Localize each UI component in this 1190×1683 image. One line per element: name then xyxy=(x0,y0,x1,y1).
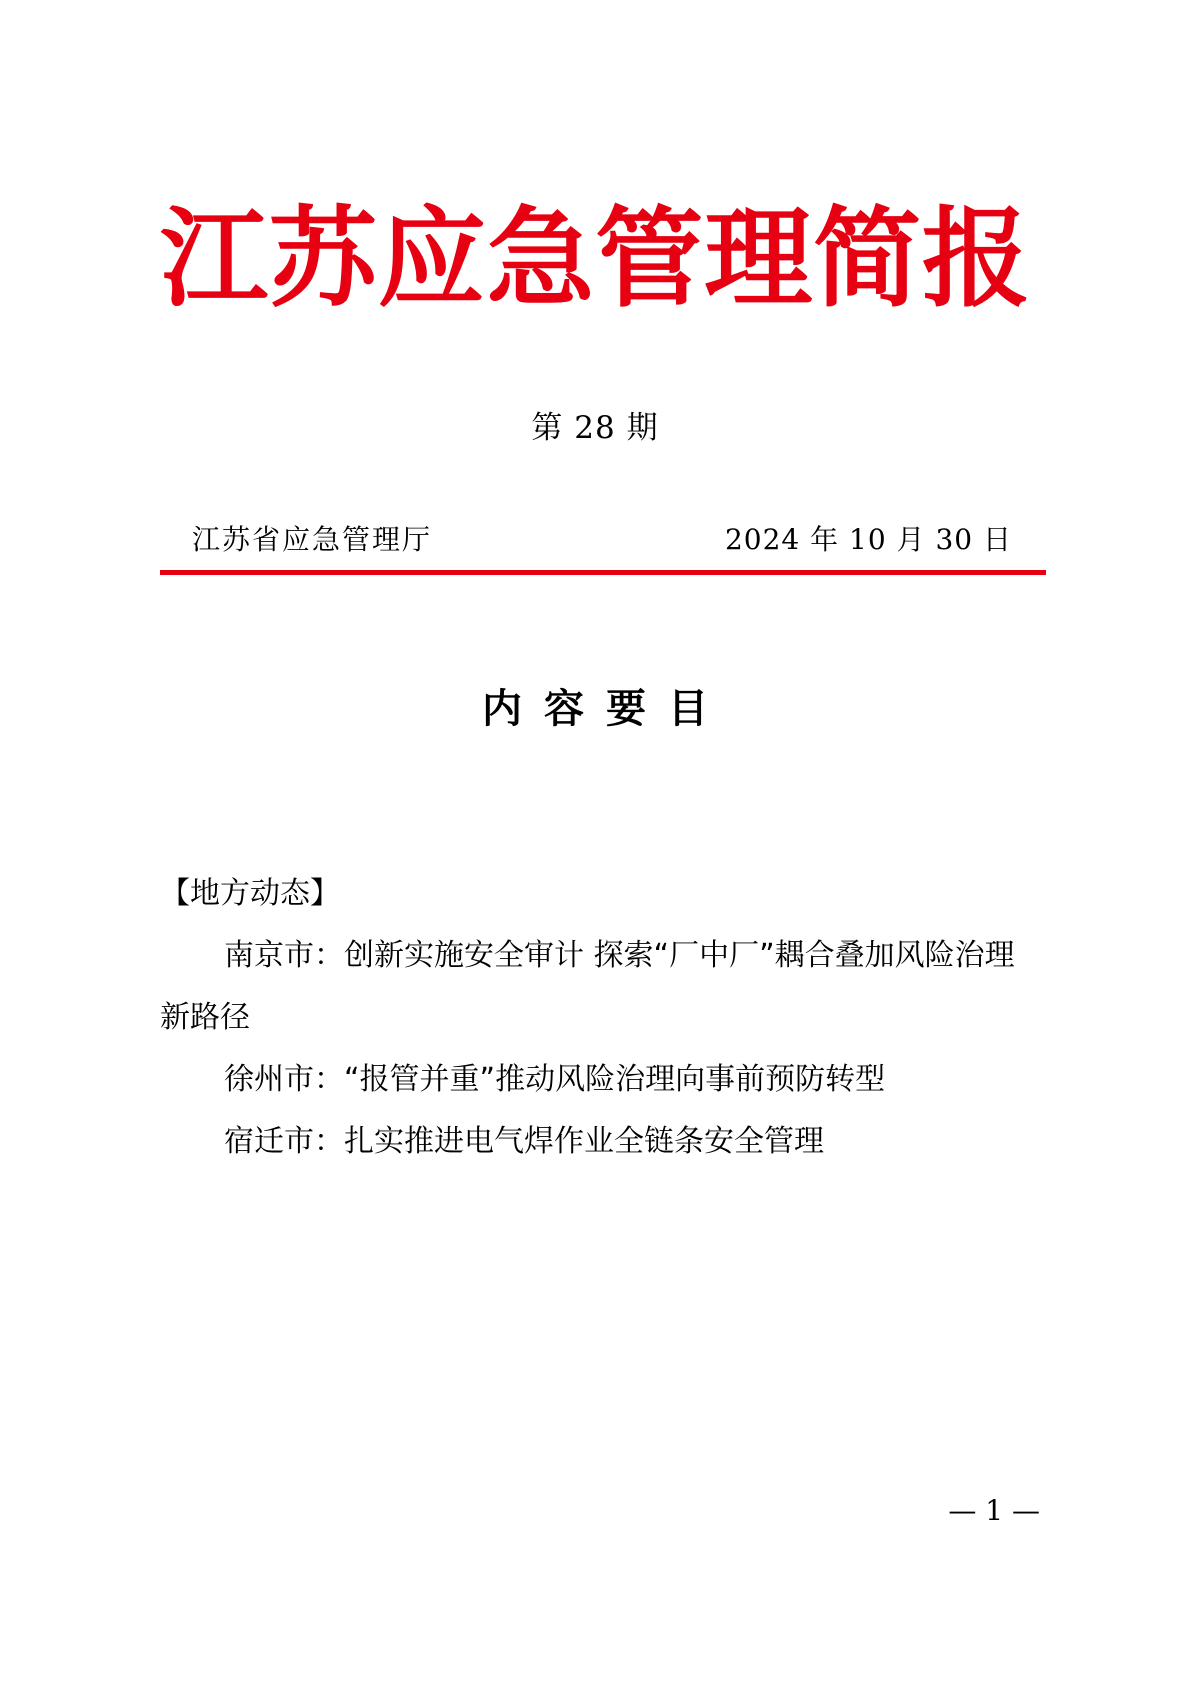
section-heading: 【地方动态】 xyxy=(160,876,340,911)
toc-list xyxy=(160,925,1040,1173)
issue-number: 第 28 期 xyxy=(531,410,659,446)
page-number: — 1 — xyxy=(948,1494,1040,1527)
masthead-char: 报 xyxy=(921,196,1030,322)
toc-item: 徐州市：“报管并重”推动风险治理向事前预防转型 xyxy=(224,1062,886,1097)
toc-item: 宿迁市：扎实推进电气焊作业全链条安全管理 xyxy=(224,1124,824,1159)
masthead-char: 理 xyxy=(704,196,813,322)
publish-date: 2024 年 10 月 30 日 xyxy=(724,523,1012,556)
toc-title: 内容要目 xyxy=(482,686,730,732)
masthead-char: 江 xyxy=(160,196,269,322)
masthead-char: 应 xyxy=(377,196,486,322)
masthead-char: 急 xyxy=(486,196,595,322)
red-divider xyxy=(160,570,1046,575)
toc-item: 南京市：创新实施安全审计 探索“厂中厂”耦合叠加风险治理新路径 xyxy=(160,938,1015,1035)
masthead-char: 苏 xyxy=(268,196,377,322)
masthead-char: 管 xyxy=(595,196,704,322)
masthead-char: 简 xyxy=(813,196,922,322)
masthead-title xyxy=(160,196,1030,322)
publisher: 江苏省应急管理厅 xyxy=(192,523,433,556)
